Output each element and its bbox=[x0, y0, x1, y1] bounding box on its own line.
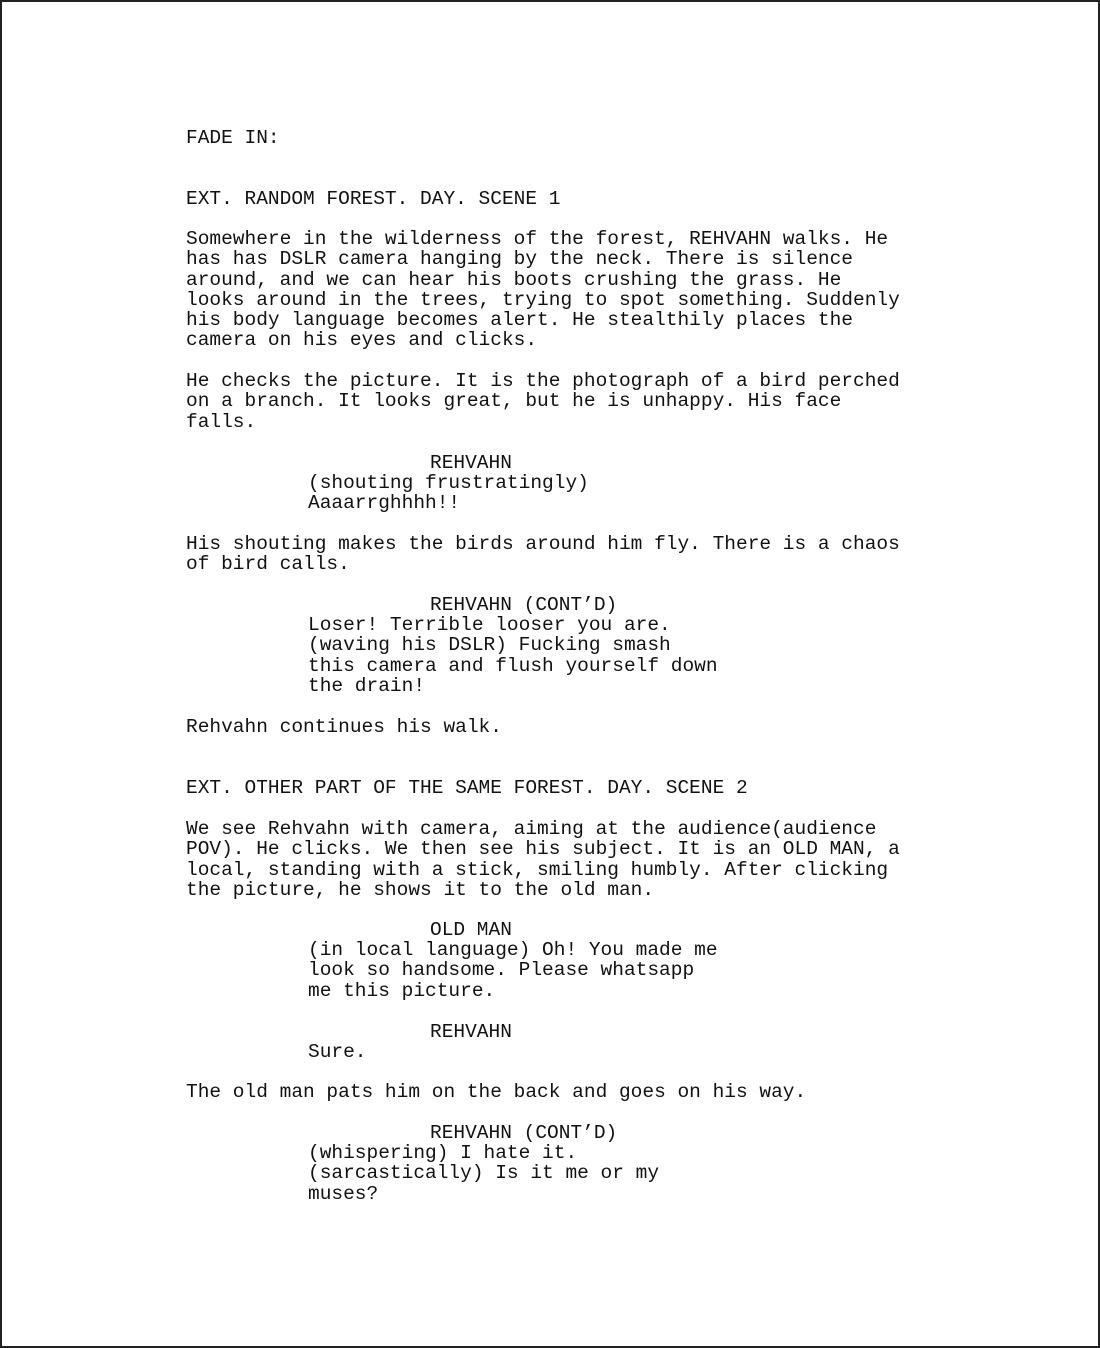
action-block-1 bbox=[186, 229, 900, 351]
dialogue-line: look so handsome. Please whatsapp bbox=[308, 959, 695, 982]
parenthetical: (shouting frustratingly) bbox=[308, 472, 589, 494]
action-line: falls. bbox=[186, 410, 257, 433]
action-line: Somewhere in the wilderness of the forest, REHVAHN walks. He bbox=[186, 228, 889, 250]
dialogue-line: muses? bbox=[308, 1182, 379, 1205]
character-name: REHVAHN (CONT’D) bbox=[430, 1122, 618, 1144]
dialogue-line: this camera and flush yourself down bbox=[308, 654, 718, 677]
action-block-3 bbox=[186, 534, 900, 575]
dialogue-line: (in local language) Oh! You made me bbox=[308, 939, 718, 961]
action-line: of bird calls. bbox=[186, 553, 350, 576]
action-block-2 bbox=[186, 371, 900, 432]
dialogue-line: (waving his DSLR) Fucking smash bbox=[308, 634, 671, 657]
character-name: REHVAHN bbox=[430, 1021, 512, 1043]
dialogue-block-3 bbox=[308, 940, 718, 1001]
scene-heading-2: EXT. OTHER PART OF THE SAME FOREST. DAY. SCENE 2 bbox=[186, 777, 748, 799]
dialogue: Aaaarrghhhh!! bbox=[308, 492, 461, 514]
action-line: looks around in the trees, trying to spot something. Suddenly bbox=[186, 288, 900, 311]
action-line: around, and we can hear his boots crushing the grass. He bbox=[186, 268, 842, 291]
dialogue-line: the drain! bbox=[308, 674, 426, 697]
action-line: The old man pats him on the back and goes on his way. bbox=[186, 1081, 807, 1103]
transition: FADE IN: bbox=[186, 127, 280, 149]
dialogue: Sure. bbox=[308, 1041, 367, 1063]
action-line: his body language becomes alert. He stealthily places the bbox=[186, 309, 854, 332]
action-line: on a branch. It looks great, but he is unhappy. His face bbox=[186, 390, 842, 413]
action-line: POV). He clicks. We then see his subject. It is an OLD MAN, a bbox=[186, 838, 900, 861]
action-line: the picture, he shows it to the old man. bbox=[186, 878, 655, 901]
character-name: OLD MAN bbox=[430, 919, 512, 941]
action-line: camera on his eyes and clicks. bbox=[186, 329, 538, 352]
action-block-5 bbox=[186, 819, 900, 900]
character-name: REHVAHN bbox=[430, 452, 512, 474]
dialogue-line: me this picture. bbox=[308, 979, 496, 1002]
dialogue-block-5 bbox=[308, 1143, 659, 1204]
character-name: REHVAHN (CONT’D) bbox=[430, 594, 618, 616]
action-line: has has DSLR camera hanging by the neck. There is silence bbox=[186, 248, 854, 271]
dialogue-block-2 bbox=[308, 615, 718, 696]
action-line: His shouting makes the birds around him fly. There is a chaos bbox=[186, 533, 900, 555]
dialogue-line: Loser! Terrible looser you are. bbox=[308, 614, 671, 636]
action-line: local, standing with a stick, smiling humbly. After clicking bbox=[186, 858, 889, 881]
action-line: Rehvahn continues his walk. bbox=[186, 716, 502, 738]
dialogue-line: (whispering) I hate it. bbox=[308, 1142, 578, 1164]
scene-heading-1: EXT. RANDOM FOREST. DAY. SCENE 1 bbox=[186, 188, 561, 210]
dialogue-line: (sarcastically) Is it me or my bbox=[308, 1162, 660, 1185]
action-line: We see Rehvahn with camera, aiming at the audience(audience bbox=[186, 818, 877, 840]
action-line: He checks the picture. It is the photograph of a bird perched bbox=[186, 370, 900, 392]
